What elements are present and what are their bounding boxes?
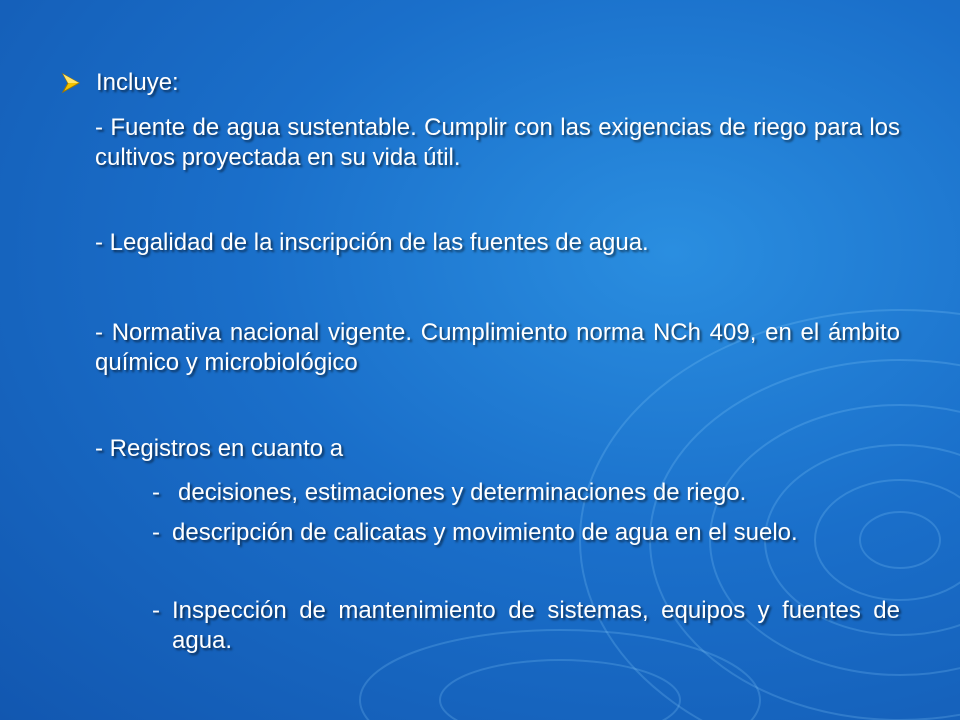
subitem-dash: - xyxy=(152,519,160,546)
subitem-calicatas xyxy=(152,518,900,548)
item-records: - Registros en cuanto a xyxy=(95,435,344,462)
subitem-text: decisiones, estimaciones y determinaciones de riego. xyxy=(178,479,747,506)
subitem-dash: - xyxy=(152,597,160,624)
subitem-dash: - xyxy=(152,479,160,506)
item-water-source: - Fuente de agua sustentable. Cumplir con las exigencias de riego para los cultivos proyectada en su vida útil. xyxy=(95,114,900,171)
heading-row xyxy=(60,68,920,98)
heading-text: Incluye: xyxy=(96,69,179,96)
item-legality: - Legalidad de la inscripción de las fuentes de agua. xyxy=(95,229,649,256)
arrow-bullet-icon xyxy=(60,72,82,94)
item-regulation: - Normativa nacional vigente. Cumplimiento norma NCh 409, en el ámbito químico y microbiológico xyxy=(95,319,900,376)
subitem-text: Inspección de mantenimiento de sistemas, equipos y fuentes de agua. xyxy=(172,597,900,654)
subitem-text: descripción de calicatas y movimiento de agua en el suelo. xyxy=(172,519,798,546)
subitem-inspection xyxy=(152,596,900,656)
subitem-decisions xyxy=(152,478,900,508)
